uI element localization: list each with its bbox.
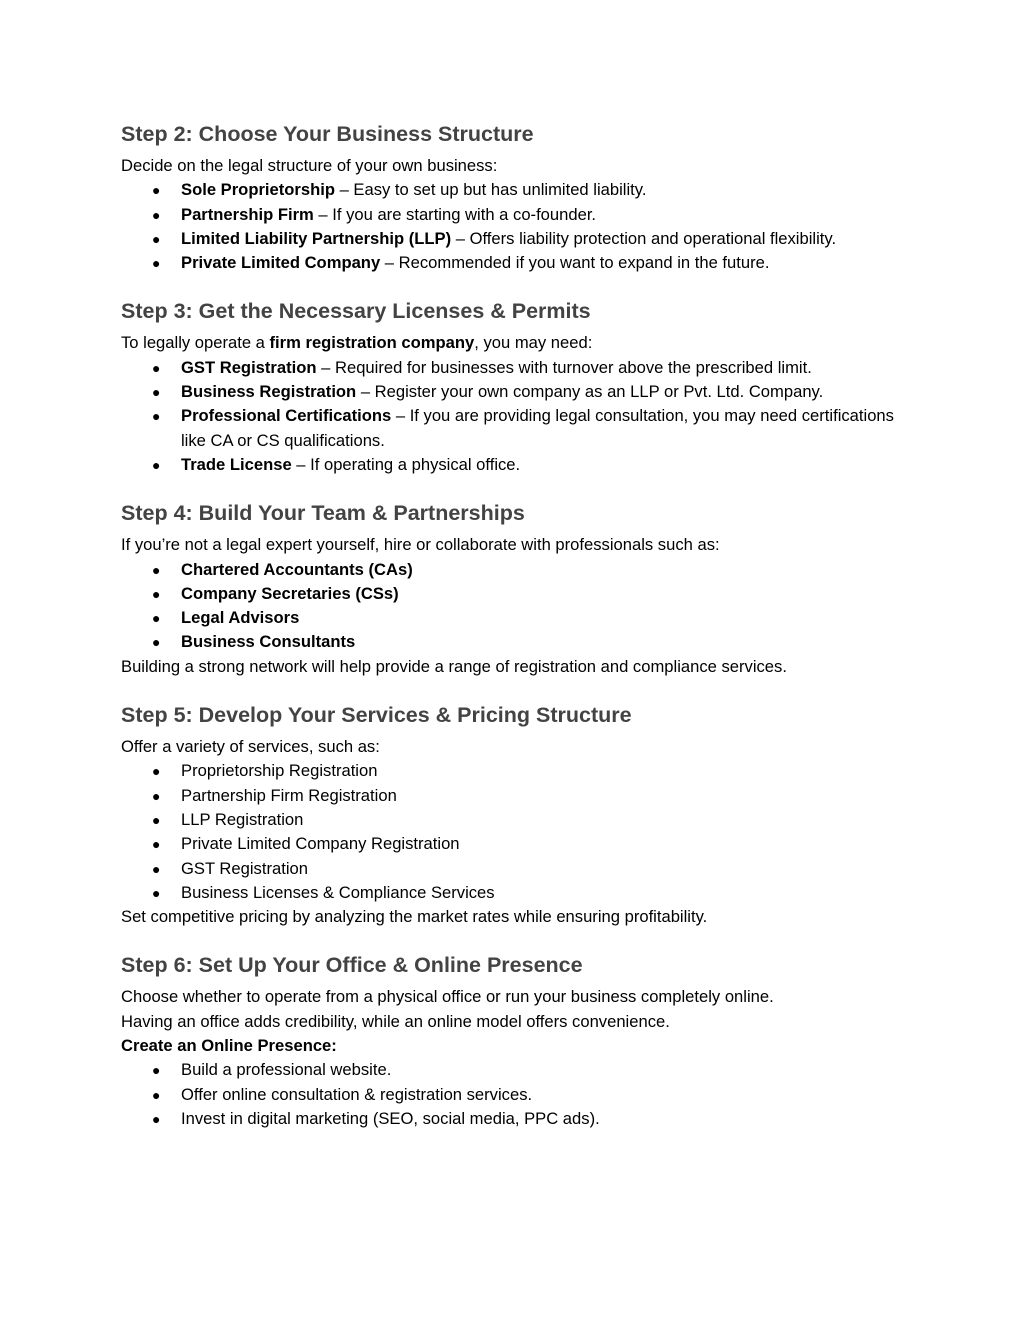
bullet-icon: ● bbox=[152, 787, 161, 804]
section-intro: Offer a variety of services, such as: bbox=[121, 737, 380, 757]
bullet-icon: ● bbox=[152, 610, 161, 627]
section-intro: Decide on the legal structure of your own business: bbox=[121, 156, 498, 175]
intro-text: To legally operate a bbox=[121, 333, 270, 353]
bullet-list bbox=[121, 356, 911, 477]
list-item bbox=[121, 1107, 911, 1131]
list-item bbox=[121, 784, 911, 808]
item-term: Sole Proprietorship bbox=[181, 180, 335, 200]
bullet-icon: ● bbox=[152, 230, 161, 247]
list-item bbox=[121, 881, 911, 905]
item-term: Limited Liability Partnership (LLP) bbox=[181, 228, 452, 248]
bullet-icon: ● bbox=[152, 384, 161, 401]
section-intro-continued: Having an office adds credibility, while an online model offers convenience. bbox=[121, 1011, 670, 1031]
bullet-list bbox=[121, 178, 911, 275]
list-item bbox=[121, 380, 911, 404]
item-description: – Recommended if you want to expand in the future. bbox=[380, 253, 770, 273]
item-description: – Required for businesses with turnover above the prescribed limit. bbox=[316, 357, 812, 377]
bullet-icon: ● bbox=[152, 255, 161, 272]
item-text: Offer online consultation & registration services. bbox=[181, 1084, 533, 1104]
item-text: GST Registration bbox=[181, 858, 308, 878]
bullet-icon: ● bbox=[152, 634, 161, 651]
list-item bbox=[121, 857, 911, 881]
bullet-list bbox=[121, 759, 911, 905]
list-item bbox=[121, 356, 911, 380]
item-term: Chartered Accountants (CAs) bbox=[181, 559, 413, 579]
item-description: – Offers liability protection and operational flexibility. bbox=[451, 228, 837, 248]
bullet-icon: ● bbox=[152, 811, 161, 828]
section-heading: Step 5: Develop Your Services & Pricing Structure bbox=[121, 703, 632, 728]
item-term: Legal Advisors bbox=[181, 608, 300, 628]
item-term: Business Consultants bbox=[181, 632, 356, 652]
section-intro: If you’re not a legal expert yourself, hire or collaborate with professionals such as: bbox=[121, 535, 720, 555]
section-step-5 bbox=[121, 699, 911, 929]
section-intro bbox=[121, 331, 911, 355]
item-text: Invest in digital marketing (SEO, social media, PPC ads). bbox=[181, 1108, 600, 1128]
item-text: LLP Registration bbox=[181, 809, 304, 829]
item-term: Business Registration bbox=[181, 382, 357, 402]
list-item bbox=[121, 178, 911, 202]
bullet-icon: ● bbox=[152, 182, 161, 199]
bullet-icon: ● bbox=[152, 408, 161, 425]
bullet-icon: ● bbox=[152, 561, 161, 578]
section-subheading bbox=[121, 1034, 911, 1058]
bullet-list bbox=[121, 558, 911, 655]
bullet-icon: ● bbox=[152, 1110, 161, 1127]
bullet-icon: ● bbox=[152, 1062, 161, 1079]
bullet-icon: ● bbox=[152, 860, 161, 877]
item-description: – If you are providing legal consultation, you may need certifications like CA or CS qualifications. bbox=[181, 406, 894, 450]
item-term: GST Registration bbox=[181, 357, 317, 377]
intro-emphasis: firm registration company bbox=[269, 333, 475, 353]
intro-text: , you may need: bbox=[474, 333, 593, 353]
item-term: Partnership Firm bbox=[181, 204, 314, 224]
list-item bbox=[121, 759, 911, 783]
item-description: – Register your own company as an LLP or Pvt. Ltd. Company. bbox=[356, 382, 824, 402]
list-item bbox=[121, 251, 911, 275]
item-term: Professional Certifications bbox=[181, 406, 392, 426]
item-term: Private Limited Company bbox=[181, 253, 381, 273]
list-item bbox=[121, 808, 911, 832]
list-item bbox=[121, 404, 911, 453]
section-outro: Building a strong network will help provide a range of registration and compliance services. bbox=[121, 656, 787, 676]
item-text: Private Limited Company Registration bbox=[181, 834, 460, 854]
list-item bbox=[121, 630, 911, 654]
section-heading: Step 6: Set Up Your Office & Online Presence bbox=[121, 953, 583, 978]
item-description: – If you are starting with a co-founder. bbox=[313, 204, 597, 224]
list-item bbox=[121, 832, 911, 856]
section-step-3 bbox=[121, 295, 911, 477]
item-description: – If operating a physical office. bbox=[291, 454, 521, 474]
list-item bbox=[121, 606, 911, 630]
list-item bbox=[121, 1058, 911, 1082]
section-step-4 bbox=[121, 497, 911, 679]
bullet-icon: ● bbox=[152, 206, 161, 223]
bullet-icon: ● bbox=[152, 763, 161, 780]
subheading-text: Create an Online Presence: bbox=[121, 1036, 337, 1056]
list-item bbox=[121, 203, 911, 227]
list-item bbox=[121, 582, 911, 606]
bullet-icon: ● bbox=[152, 456, 161, 473]
item-term: Trade License bbox=[181, 454, 292, 474]
list-item bbox=[121, 558, 911, 582]
section-intro: Choose whether to operate from a physical office or run your business completely online. bbox=[121, 987, 774, 1007]
bullet-icon: ● bbox=[152, 1086, 161, 1103]
bullet-icon: ● bbox=[152, 836, 161, 853]
bullet-icon: ● bbox=[152, 359, 161, 376]
section-heading: Step 4: Build Your Team & Partnerships bbox=[121, 501, 525, 526]
item-text: Business Licenses & Compliance Services bbox=[181, 882, 495, 902]
section-step-2 bbox=[121, 118, 911, 275]
list-item bbox=[121, 1083, 911, 1107]
item-term: Company Secretaries (CSs) bbox=[181, 583, 399, 603]
item-text: Partnership Firm Registration bbox=[181, 785, 397, 805]
section-step-6 bbox=[121, 949, 911, 1131]
bullet-list bbox=[121, 1058, 911, 1131]
item-description: – Easy to set up but has unlimited liability. bbox=[334, 180, 647, 200]
bullet-icon: ● bbox=[152, 884, 161, 901]
section-heading: Step 2: Choose Your Business Structure bbox=[121, 122, 534, 146]
section-outro: Set competitive pricing by analyzing the market rates while ensuring profitability. bbox=[121, 907, 708, 927]
item-text: Proprietorship Registration bbox=[181, 761, 378, 781]
item-text: Build a professional website. bbox=[181, 1060, 392, 1080]
list-item bbox=[121, 227, 911, 251]
section-heading: Step 3: Get the Necessary Licenses & Permits bbox=[121, 299, 591, 324]
list-item bbox=[121, 453, 911, 477]
document-page bbox=[121, 118, 911, 1151]
bullet-icon: ● bbox=[152, 585, 161, 602]
